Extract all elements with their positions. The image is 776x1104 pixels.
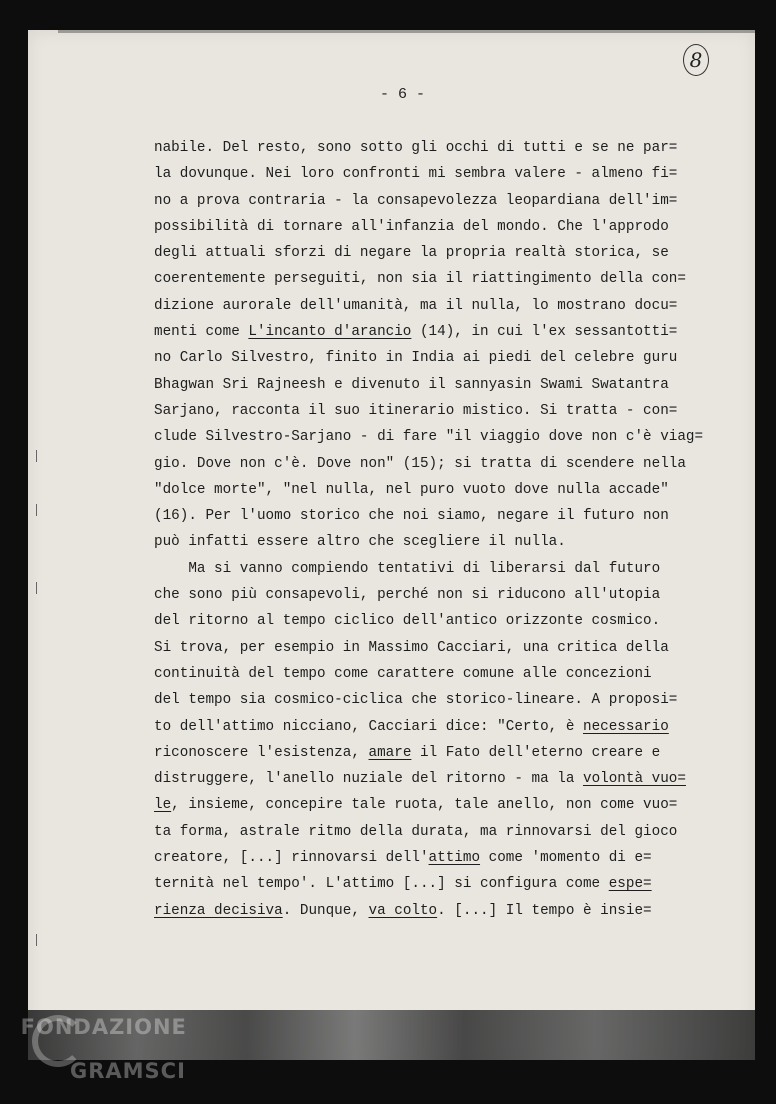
text-line (154, 372, 744, 398)
underlined-text: attimo (428, 850, 481, 867)
text-line (154, 661, 744, 687)
watermark-line-2: GRAMSCI (70, 1059, 186, 1083)
page-number: - 6 - (380, 86, 426, 103)
text-line (154, 740, 744, 766)
margin-mark (36, 934, 37, 946)
text-line (154, 582, 744, 608)
text-run: clude Silvestro-Sarjano - di fare "il viaggio dove non c'è viag= (154, 429, 704, 446)
watermark-line-1: FONDAZIONE (20, 1015, 187, 1039)
text-line (154, 766, 744, 792)
text-line (154, 240, 744, 266)
underlined-text: necessario (582, 718, 669, 735)
text-run: no Carlo Silvestro, finito in India ai piedi del celebre guru (154, 350, 678, 367)
text-line (154, 608, 744, 634)
margin-mark (36, 582, 37, 594)
text-run: ternità nel tempo'. L'attimo [...] si configura come (154, 876, 609, 893)
underlined-text: le (154, 797, 172, 814)
text-run: il Fato dell'eterno creare e (411, 744, 661, 761)
text-run: dizione aurorale dell'umanità, ma il nulla, lo mostrano docu= (154, 297, 678, 314)
text-run: come 'momento di e= (480, 850, 652, 867)
text-line (154, 529, 744, 555)
text-run: menti come (154, 324, 249, 341)
text-line (154, 424, 744, 450)
text-run: del ritorno al tempo ciclico dell'antico orizzonte cosmico. (154, 613, 661, 630)
text-run: continuità del tempo come carattere comune alle concezioni (154, 665, 652, 682)
text-run: gio. Dove non c'è. Dove non" (15); si tratta di scendere nella (154, 455, 686, 472)
text-run: . [...] Il tempo è insie= (437, 902, 652, 919)
underlined-text: espe= (608, 876, 652, 893)
watermark-logo-icon (32, 1015, 84, 1067)
text-run: possibilità di tornare all'infanzia del mondo. Che l'approdo (154, 218, 669, 235)
text-line (154, 319, 744, 345)
text-line (154, 188, 744, 214)
underlined-text: L'incanto d'arancio (248, 324, 412, 341)
text-run: "dolce morte", "nel nulla, nel puro vuoto dove nulla accade" (154, 481, 669, 498)
text-line (154, 871, 744, 897)
text-line (154, 161, 744, 187)
text-line (154, 792, 744, 818)
underlined-text: rienza decisiva (154, 902, 283, 919)
margin-mark (36, 450, 37, 462)
text-line (154, 687, 744, 713)
text-run: (14), in cui l'ex sessantotti= (411, 324, 678, 341)
text-line (154, 214, 744, 240)
text-line (154, 714, 744, 740)
text-line (154, 477, 744, 503)
text-run: che sono più consapevoli, perché non si riducono all'utopia (154, 587, 661, 604)
text-line (154, 845, 744, 871)
margin-mark (36, 504, 37, 516)
text-line (154, 293, 744, 319)
text-line (154, 451, 744, 477)
archive-watermark (4, 994, 187, 1104)
text-run: la dovunque. Nei loro confronti mi sembra valere - almeno fi= (154, 166, 678, 183)
text-run: to dell'attimo nicciano, Cacciari dice: "Certo, è (154, 718, 583, 735)
text-line (154, 266, 744, 292)
text-run: Ma si vanno compiendo tentativi di liberarsi dal futuro (154, 560, 661, 577)
text-run: riconoscere l'esistenza, (154, 744, 369, 761)
text-run: Si trova, per esempio in Massimo Cacciari, una critica della (154, 639, 669, 656)
text-run: del tempo sia cosmico-ciclica che storico-lineare. A proposi= (154, 692, 678, 709)
text-run: ta forma, astrale ritmo della durata, ma rinnovarsi del gioco (154, 823, 678, 840)
text-line (154, 345, 744, 371)
text-run: nabile. Del resto, sono sotto gli occhi di tutti e se ne par= (154, 140, 678, 156)
text-run: no a prova contraria - la consapevolezza leopardiana dell'im= (154, 192, 678, 209)
text-run: Bhagwan Sri Rajneesh e divenuto il sannyasin Swami Swatantra (154, 376, 669, 393)
text-line (154, 503, 744, 529)
archive-folio-number: 8 (683, 44, 709, 76)
text-line (154, 819, 744, 845)
text-run: (16). Per l'uomo storico che noi siamo, negare il futuro non (154, 508, 669, 525)
underlined-text: amare (368, 744, 412, 761)
text-run: . Dunque, (282, 902, 369, 919)
page-top-edge (58, 30, 755, 33)
text-run: creatore, [...] rinnovarsi dell' (154, 850, 429, 867)
text-line (154, 898, 744, 924)
text-run: può infatti essere altro che scegliere il nulla. (154, 534, 566, 551)
text-line (154, 635, 744, 661)
typed-body-text (154, 135, 744, 924)
text-run: degli attuali sforzi di negare la propria realtà storica, se (154, 245, 669, 262)
text-run: coerentemente perseguiti, non sia il riattingimento della con= (154, 271, 686, 288)
text-run: , insieme, concepire tale ruota, tale anello, non come vuo= (171, 797, 678, 814)
text-run: distruggere, l'anello nuziale del ritorno - ma la (154, 771, 583, 788)
text-line (154, 556, 744, 582)
underlined-text: volontà vuo= (582, 771, 686, 788)
text-line (154, 398, 744, 424)
text-run: Sarjano, racconta il suo itinerario mistico. Si tratta - con= (154, 402, 678, 419)
text-line (154, 135, 744, 161)
underlined-text: va colto (368, 902, 438, 919)
